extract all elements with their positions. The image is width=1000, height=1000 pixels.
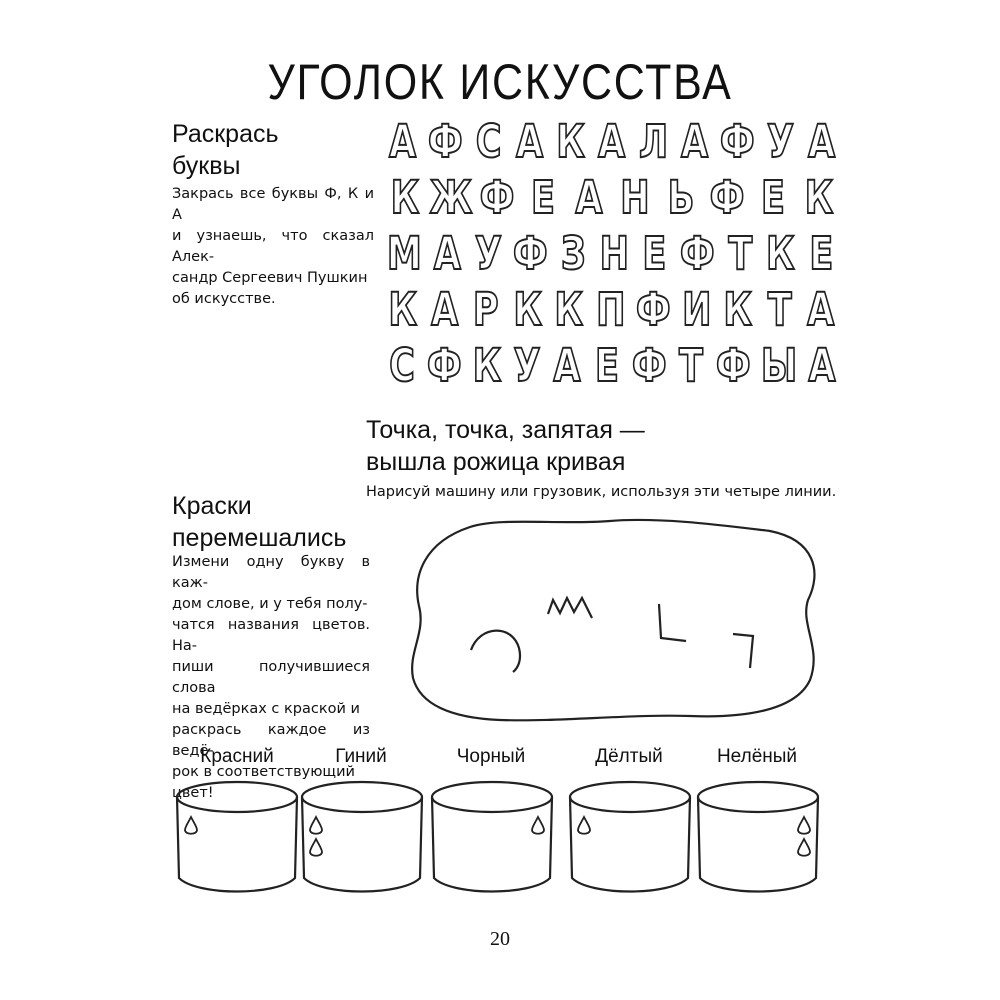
bucket-label: Гиний: [335, 746, 387, 767]
section-paints-heading: [172, 490, 346, 554]
letter-cell[interactable]: Е: [761, 171, 785, 224]
letter-cell[interactable]: К: [472, 339, 502, 392]
letter-cell[interactable]: Ф: [631, 339, 667, 392]
paint-drop-icon: [798, 839, 810, 856]
text-line: дом слове, и у тебя полу-: [172, 596, 368, 612]
letter-cell[interactable]: А: [430, 283, 458, 336]
paint-drop-icon: [798, 817, 810, 834]
letter-cell[interactable]: Е: [809, 227, 834, 280]
text-line: сандр Сергеевич Пушкин: [172, 270, 368, 286]
paint-bucket[interactable]: [698, 782, 818, 892]
letter-cell[interactable]: С: [389, 339, 415, 392]
letter-cell[interactable]: К: [766, 227, 796, 280]
letter-cell[interactable]: А: [808, 339, 836, 392]
bucket-label: Красний: [200, 746, 274, 767]
letter-row: [382, 338, 842, 394]
text-line: чатся названия цветов. На-: [172, 617, 370, 654]
letter-cell[interactable]: К: [390, 171, 420, 224]
paint-drop-icon: [310, 817, 322, 834]
letter-cell[interactable]: Н: [620, 171, 650, 224]
letter-cell[interactable]: Ф: [636, 283, 671, 336]
bucket-body: [698, 797, 818, 892]
bucket-body: [177, 797, 297, 892]
letter-cell[interactable]: А: [575, 171, 603, 224]
section-coloring-instructions: [172, 184, 374, 310]
letter-cell[interactable]: А: [553, 339, 581, 392]
cloud-outline: [412, 520, 814, 720]
letter-cell[interactable]: Н: [599, 227, 629, 280]
heading-line: Раскрась: [172, 120, 279, 148]
letter-cell[interactable]: Е: [531, 171, 555, 224]
section-coloring-heading: [172, 118, 279, 182]
heading-line: Краски: [172, 492, 252, 520]
text-line: цвет!: [172, 785, 214, 801]
letter-cell[interactable]: Ы: [760, 339, 798, 392]
letter-cell[interactable]: М: [386, 227, 422, 280]
letter-cell[interactable]: У: [513, 339, 541, 392]
arc-line: [471, 631, 520, 672]
letter-cell[interactable]: У: [474, 227, 502, 280]
text-line: на ведёрках с краской и: [172, 701, 360, 717]
letter-cell[interactable]: Ф: [513, 227, 548, 280]
letter-cell[interactable]: Т: [679, 339, 704, 392]
heading-line: перемешались: [172, 524, 347, 552]
letter-cell[interactable]: С: [475, 115, 502, 168]
letter-cell[interactable]: Ф: [680, 227, 715, 280]
letter-cell[interactable]: Ф: [709, 171, 745, 224]
letter-cell[interactable]: Ф: [426, 339, 462, 392]
letter-cell[interactable]: З: [560, 227, 586, 280]
page-number: 20: [490, 928, 510, 950]
bucket-rim: [570, 782, 690, 812]
letter-cell[interactable]: К: [388, 283, 418, 336]
letter-row: [382, 226, 842, 282]
bucket-rim: [698, 782, 818, 812]
letter-cell[interactable]: Р: [472, 283, 499, 336]
letter-cell[interactable]: А: [389, 115, 417, 168]
bucket-body: [302, 797, 422, 892]
letter-cell[interactable]: Ф: [719, 115, 755, 168]
letter-cell[interactable]: К: [554, 283, 584, 336]
bucket-body: [432, 797, 552, 892]
paint-bucket[interactable]: [570, 782, 690, 892]
letter-row: [382, 170, 842, 226]
letter-cell[interactable]: Ф: [479, 171, 515, 224]
hook-line: [733, 634, 753, 668]
letter-cell[interactable]: Е: [594, 339, 619, 392]
letter-cell[interactable]: К: [556, 115, 586, 168]
letter-cell[interactable]: Е: [642, 227, 667, 280]
bucket-label: Нелёный: [716, 746, 798, 767]
paint-drop-icon: [185, 817, 197, 834]
letter-cell[interactable]: К: [723, 283, 753, 336]
letter-cell[interactable]: К: [804, 171, 834, 224]
letter-cell[interactable]: А: [807, 283, 835, 336]
bucket-label: Чорный: [456, 746, 526, 767]
paint-drop-icon: [578, 817, 590, 834]
paint-drop-icon: [310, 839, 322, 856]
paint-bucket[interactable]: [432, 782, 552, 892]
letter-cell[interactable]: А: [680, 115, 708, 168]
corner-line: [659, 604, 686, 641]
letter-cell[interactable]: Ф: [428, 115, 463, 168]
page-title: УГОЛОК ИСКУССТВА: [267, 54, 733, 110]
letter-cell[interactable]: Т: [728, 227, 753, 280]
heading-line: Точка, точка, запятая —: [366, 416, 645, 444]
text-line: и узнаешь, что сказал Алек-: [172, 228, 374, 265]
letter-cell[interactable]: Т: [767, 283, 792, 336]
letter-grid: [382, 114, 842, 394]
letter-cell[interactable]: А: [433, 227, 461, 280]
letter-cell[interactable]: Ь: [667, 171, 695, 224]
letter-cell[interactable]: Ф: [716, 339, 752, 392]
heading-line: вышла рожица кривая: [366, 448, 626, 476]
text-line: пиши получившиеся слова: [172, 659, 370, 696]
heading-line: буквы: [172, 152, 241, 180]
letter-cell[interactable]: А: [516, 115, 544, 168]
text-line: Измени одну букву в каж-: [172, 554, 370, 591]
text-line: Закрась все буквы Ф, К и А: [172, 186, 374, 223]
bucket-rim: [432, 782, 552, 812]
text-line: раскрась каждое из ведё-: [172, 722, 370, 759]
letter-cell[interactable]: И: [681, 283, 712, 336]
bucket-body: [570, 797, 690, 892]
text-line: об искусстве.: [172, 291, 276, 307]
letter-cell[interactable]: К: [513, 283, 542, 336]
bucket-label: Дёлтый: [595, 746, 663, 767]
paint-drop-icon: [532, 817, 544, 834]
letter-cell[interactable]: А: [598, 115, 626, 168]
letter-row: [382, 282, 842, 338]
letter-cell[interactable]: У: [766, 115, 794, 168]
text-line: рок в соответствующий: [172, 764, 355, 780]
letter-cell[interactable]: А: [807, 115, 835, 168]
letter-row: [382, 114, 842, 170]
section-drawing-heading: [366, 414, 645, 478]
section-drawing-instructions: Нарисуй машину или грузовик, используя эти четыре линии.: [366, 484, 837, 500]
letter-cell[interactable]: Л: [638, 115, 668, 168]
crown-line: [548, 598, 592, 618]
letter-cell[interactable]: П: [595, 283, 626, 336]
letter-cell[interactable]: Ж: [429, 171, 473, 224]
